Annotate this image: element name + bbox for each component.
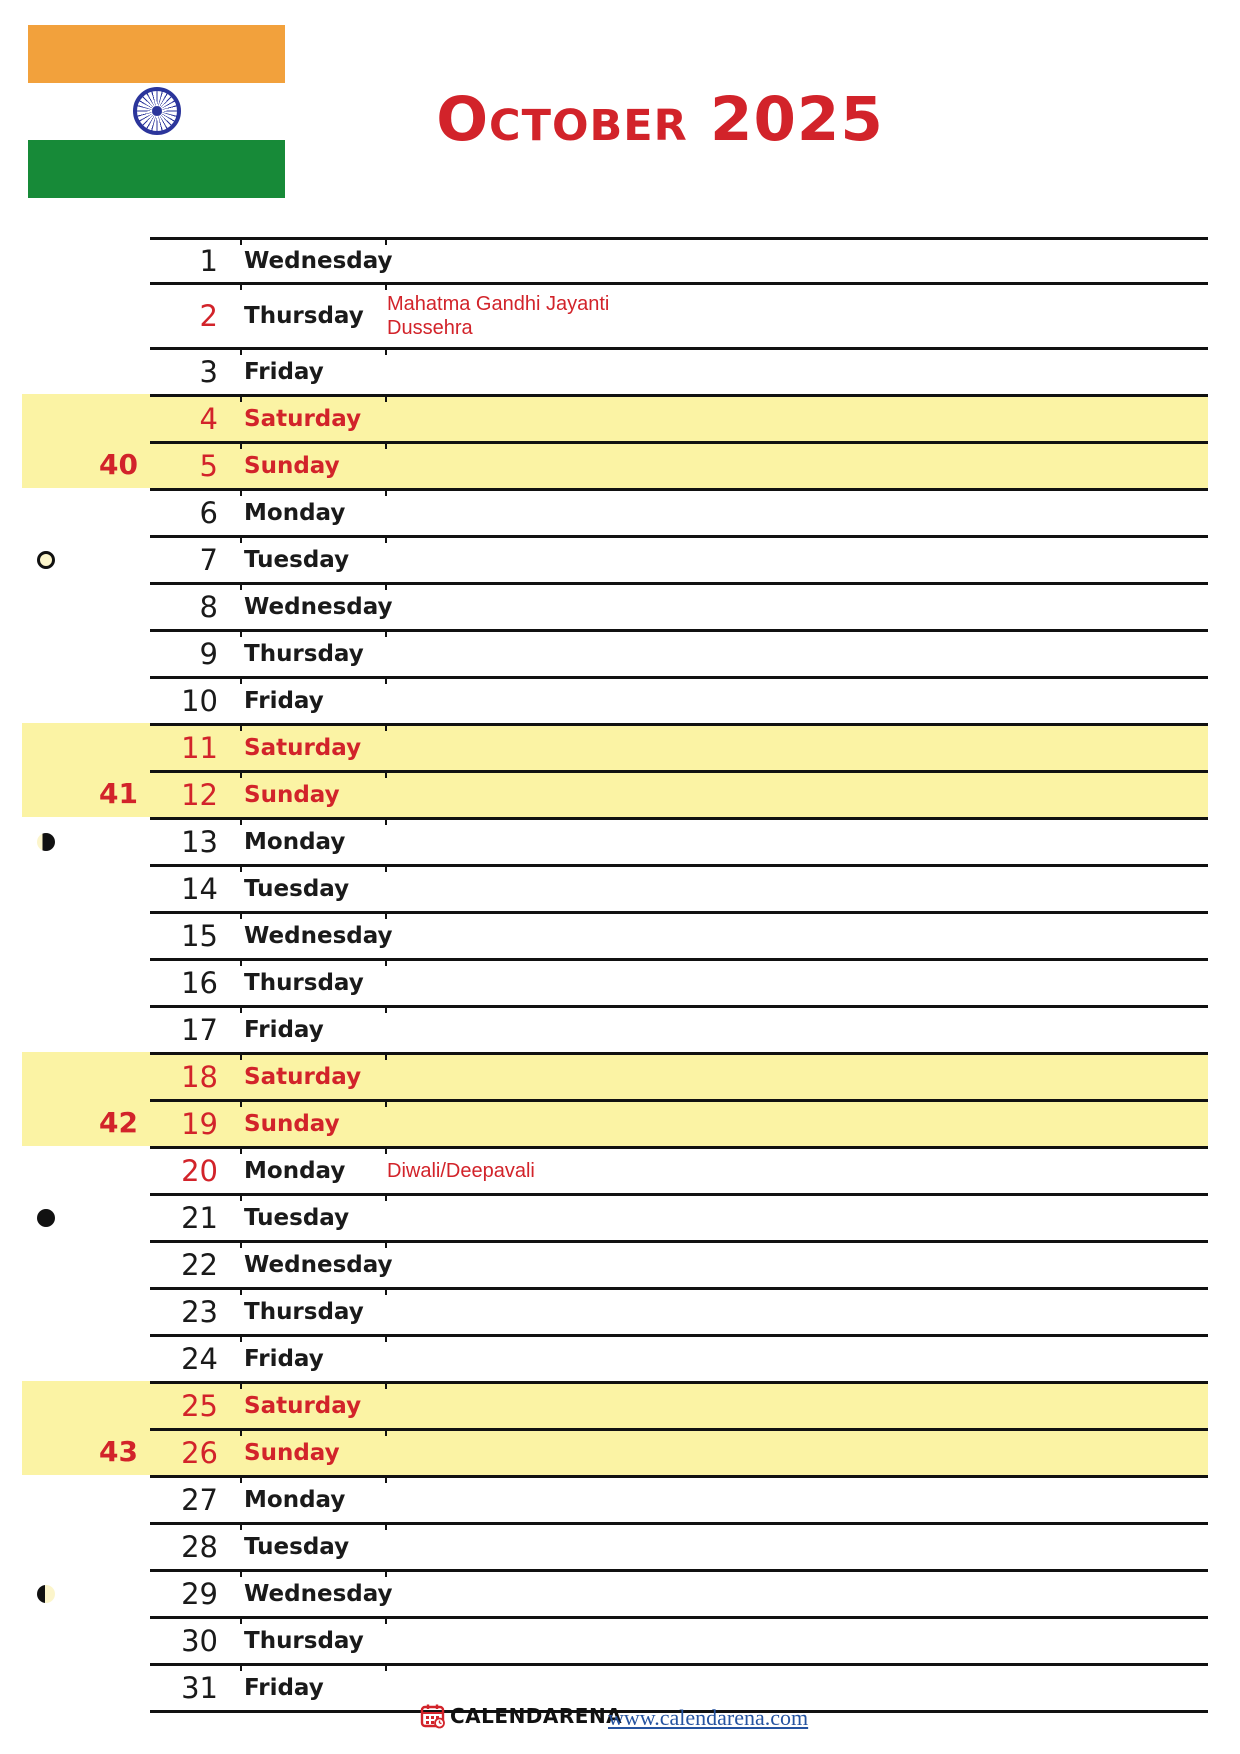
calendar-day-row [150, 629, 1208, 676]
day-number: 2 [199, 299, 218, 333]
day-number: 16 [181, 966, 218, 1000]
week-number: 42 [99, 1105, 138, 1139]
day-number: 29 [181, 1577, 218, 1611]
calendar-day-row [150, 723, 1208, 770]
weekday-label: Tuesday [244, 1205, 350, 1231]
calendar-day-row [150, 1475, 1208, 1522]
day-number: 9 [199, 637, 218, 671]
day-number: 31 [181, 1671, 218, 1705]
calendar-day-row [150, 1240, 1208, 1287]
day-number: 4 [199, 402, 218, 436]
first-quarter-moon-icon [37, 1585, 55, 1603]
day-number: 18 [181, 1060, 218, 1094]
week-number: 43 [99, 1434, 138, 1468]
calendar-day-row [150, 817, 1208, 864]
day-number: 21 [181, 1201, 218, 1235]
day-number: 3 [199, 355, 218, 389]
weekday-label: Monday [244, 500, 346, 526]
day-number: 25 [181, 1389, 218, 1423]
day-number: 17 [181, 1013, 218, 1047]
weekday-label: Monday [244, 1158, 346, 1184]
weekday-label: Wednesday [244, 594, 393, 620]
calendar-day-row [150, 1616, 1208, 1663]
day-number: 11 [181, 731, 218, 765]
calendar-day-row [150, 1334, 1208, 1381]
calendar-day-row [150, 1005, 1208, 1052]
day-number: 7 [199, 543, 218, 577]
new-moon-icon [37, 1209, 55, 1227]
calendar-day-row [150, 1052, 1208, 1099]
calendar-day-row [150, 1428, 1208, 1475]
calendar-day-row [150, 958, 1208, 1005]
weekday-label: Friday [244, 688, 324, 714]
week-number: 41 [99, 776, 138, 810]
calendar-day-row [150, 1193, 1208, 1240]
day-number: 30 [181, 1624, 218, 1658]
day-number: 27 [181, 1483, 218, 1517]
weekday-label: Thursday [244, 1299, 364, 1325]
weekday-label: Sunday [244, 1111, 340, 1137]
calendar-day-row [150, 582, 1208, 629]
day-number: 12 [181, 778, 218, 812]
calendar-table [150, 237, 1208, 1713]
calendar-day-row [150, 1381, 1208, 1428]
weekday-label: Wednesday [244, 923, 393, 949]
weekday-label: Thursday [244, 970, 364, 996]
holiday-label: Mahatma Gandhi Jayanti Dussehra [387, 293, 610, 339]
weekday-label: Saturday [244, 735, 362, 761]
calendar-day-row [150, 1099, 1208, 1146]
day-number: 14 [181, 872, 218, 906]
day-number: 15 [181, 919, 218, 953]
weekday-label: Friday [244, 1346, 324, 1372]
full-moon-icon [37, 551, 55, 569]
calendar-day-row [150, 1569, 1208, 1616]
day-number: 19 [181, 1107, 218, 1141]
day-number: 24 [181, 1342, 218, 1376]
day-number: 20 [181, 1154, 218, 1188]
weekday-label: Wednesday [244, 248, 393, 274]
weekday-label: Wednesday [244, 1581, 393, 1607]
calendarena-logo [420, 1703, 622, 1729]
calendar-day-row [150, 864, 1208, 911]
website-link[interactable]: www.calendarena.com [608, 1705, 809, 1730]
weekday-label: Saturday [244, 1064, 362, 1090]
calendar-day-row [150, 1287, 1208, 1334]
last-quarter-moon-icon [37, 833, 55, 851]
day-number: 22 [181, 1248, 218, 1282]
calendar-icon [420, 1703, 446, 1729]
weekday-label: Friday [244, 359, 324, 385]
day-number: 13 [181, 825, 218, 859]
weekday-label: Sunday [244, 782, 340, 808]
day-number: 10 [181, 684, 218, 718]
weekday-label: Saturday [244, 1393, 362, 1419]
weekday-label: Sunday [244, 1440, 340, 1466]
calendar-day-row [150, 237, 1208, 282]
page-title: October 2025 [436, 84, 884, 155]
flag-white-stripe [28, 83, 285, 141]
day-number: 8 [199, 590, 218, 624]
india-flag [28, 25, 285, 198]
calendar-day-row [150, 347, 1208, 394]
calendar-day-row [150, 676, 1208, 723]
calendar-day-row [150, 770, 1208, 817]
week-number: 40 [99, 447, 138, 481]
day-number: 26 [181, 1436, 218, 1470]
calendar-day-row [150, 535, 1208, 582]
weekday-label: Friday [244, 1675, 324, 1701]
weekday-label: Thursday [244, 641, 364, 667]
calendar-day-row [150, 1663, 1208, 1710]
weekday-label: Sunday [244, 453, 340, 479]
flag-saffron-stripe [28, 25, 285, 83]
ashoka-chakra-icon [133, 87, 181, 135]
calendar-day-row [150, 1146, 1208, 1193]
day-number: 23 [181, 1295, 218, 1329]
weekday-label: Friday [244, 1017, 324, 1043]
calendar-day-row [150, 441, 1208, 488]
calendar-day-row [150, 394, 1208, 441]
day-number: 28 [181, 1530, 218, 1564]
weekday-label: Tuesday [244, 1534, 350, 1560]
day-number: 6 [199, 496, 218, 530]
calendar-day-row [150, 488, 1208, 535]
weekday-label: Saturday [244, 406, 362, 432]
holiday-label: Diwali/Deepavali [387, 1160, 535, 1182]
weekday-label: Monday [244, 1487, 346, 1513]
weekday-label: Thursday [244, 303, 364, 329]
calendar-day-row [150, 282, 1208, 347]
weekday-label: Tuesday [244, 876, 350, 902]
day-number: 1 [199, 244, 218, 278]
brand-name: CALENDARENA [450, 1704, 623, 1728]
day-number: 5 [199, 449, 218, 483]
weekday-label: Wednesday [244, 1252, 393, 1278]
weekday-label: Monday [244, 829, 346, 855]
calendar-day-row [150, 1522, 1208, 1569]
calendar-day-row [150, 911, 1208, 958]
weekday-label: Thursday [244, 1628, 364, 1654]
flag-green-stripe [28, 140, 285, 198]
weekday-label: Tuesday [244, 547, 350, 573]
